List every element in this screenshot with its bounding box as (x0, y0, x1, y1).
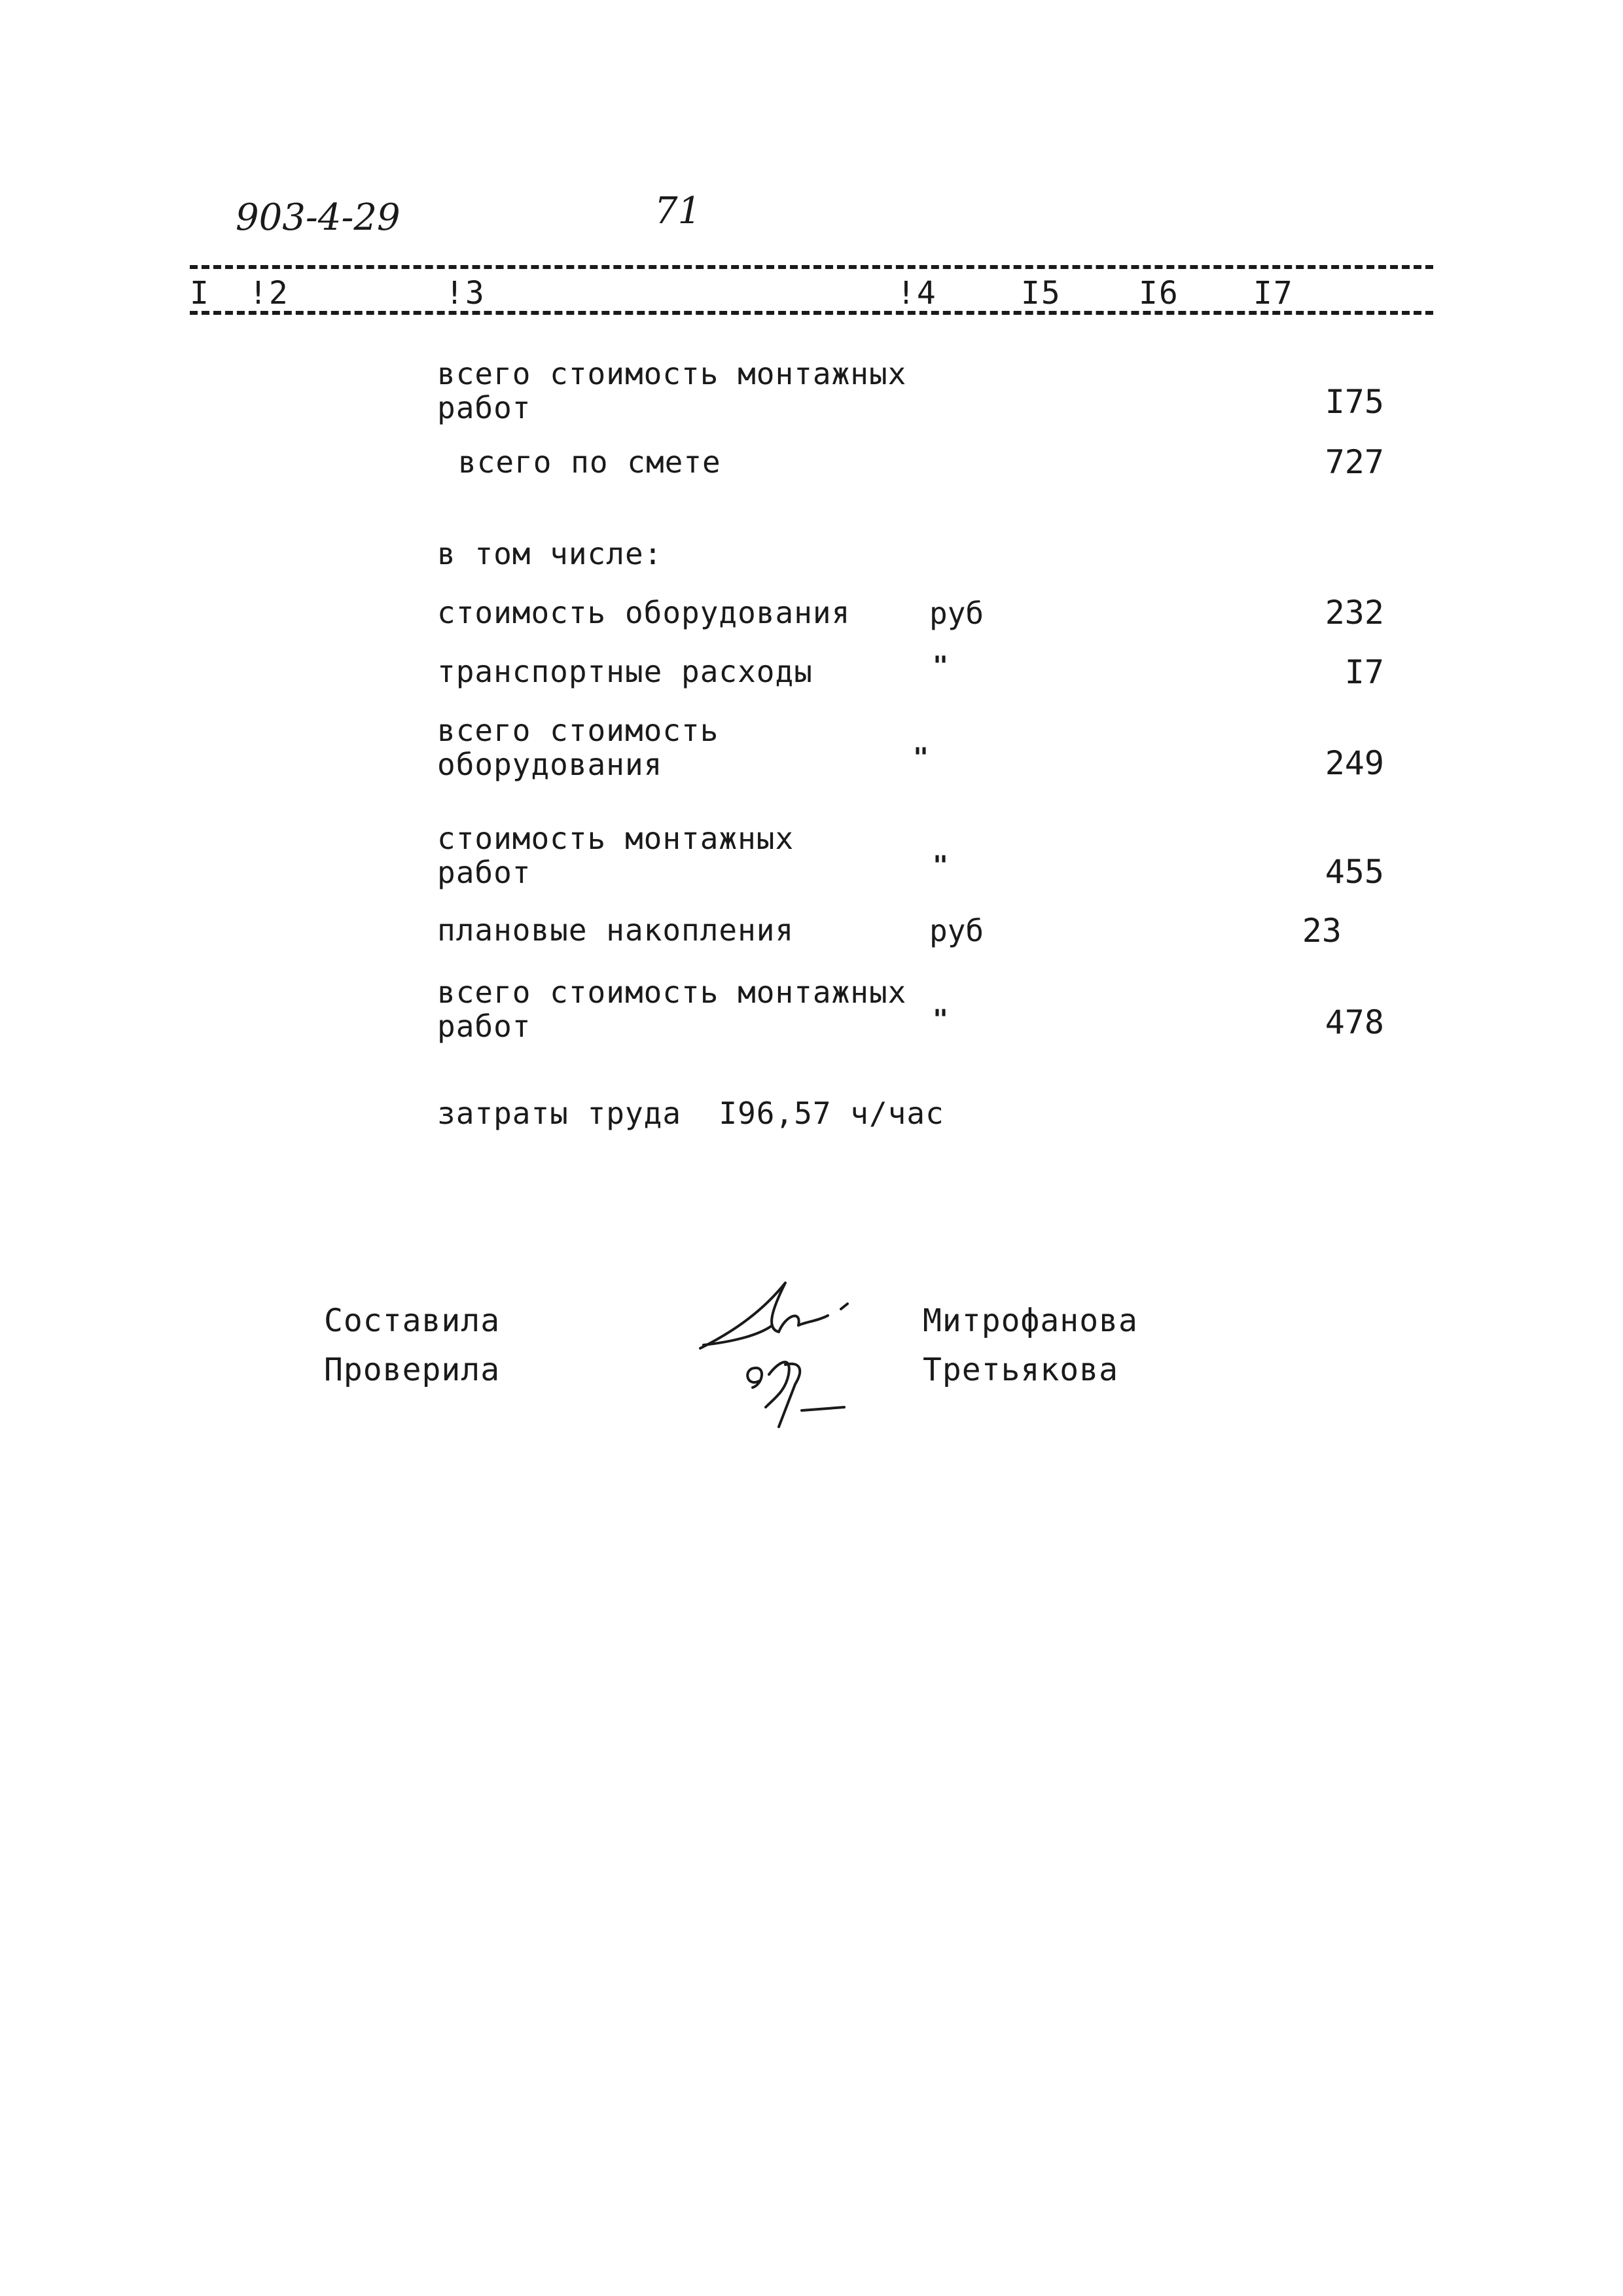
row-label (458, 445, 721, 479)
row-label-line: оборудования (437, 747, 663, 782)
row-unit-ditto: " (913, 743, 929, 773)
row-label (437, 913, 794, 947)
row-label-line: работ (437, 1009, 531, 1044)
row-label-line: всего стоимость (437, 713, 719, 748)
row-label (437, 596, 850, 630)
compiled-by-label: Составила (324, 1302, 501, 1339)
column-header-4: !4 (897, 275, 937, 312)
header-top-rule (190, 265, 1433, 269)
row-value: 455 (1325, 853, 1384, 891)
labor-value: I96,57 (719, 1096, 832, 1131)
row-label (437, 537, 662, 571)
row-unit: руб (929, 913, 984, 948)
page-number: 71 (654, 190, 702, 232)
row-label-line: работ (437, 855, 531, 890)
column-header-2: !2 (249, 275, 289, 312)
row-value: 232 (1325, 594, 1384, 632)
row-value: I75 (1325, 383, 1384, 421)
row-label (437, 655, 813, 689)
row-value: I7 (1344, 653, 1384, 691)
row-label-line: стоимость монтажных (437, 821, 794, 856)
labor-cost-line (437, 1096, 944, 1130)
row-label-line: всего стоимость монтажных (437, 356, 907, 391)
row-unit-ditto: " (933, 651, 949, 681)
handwritten-signature (687, 1270, 883, 1440)
document-number: 903-4-29 (236, 196, 401, 239)
column-header-1: I (190, 275, 210, 312)
row-label (437, 357, 906, 425)
checked-by-label: Проверила (324, 1352, 501, 1388)
row-label (437, 821, 794, 889)
row-label-line: всего по смете (458, 444, 721, 480)
labor-label: затраты труда (437, 1096, 682, 1131)
row-label-line: в том числе: (437, 536, 663, 571)
column-header-5: I5 (1021, 275, 1061, 312)
row-unit-ditto: " (933, 851, 949, 881)
row-unit: руб (929, 596, 984, 631)
row-label-line: стоимость оборудования (437, 595, 851, 630)
row-label-line: плановые накопления (437, 912, 794, 948)
row-value: 23 (1302, 912, 1342, 950)
row-label-line: работ (437, 390, 531, 425)
header-bottom-rule (190, 311, 1433, 315)
row-value: 249 (1325, 744, 1384, 782)
column-header-6: I6 (1139, 275, 1179, 312)
row-value: 478 (1325, 1003, 1384, 1041)
row-label-line: всего стоимость монтажных (437, 975, 907, 1010)
row-label (437, 975, 906, 1043)
row-value: 727 (1325, 443, 1384, 481)
row-label-line: транспортные расходы (437, 654, 813, 689)
labor-unit: ч/час (850, 1096, 944, 1131)
row-unit-ditto: " (933, 1005, 949, 1035)
checked-by-name: Третьякова (923, 1352, 1118, 1388)
row-label (437, 713, 719, 781)
compiled-by-name: Митрофанова (923, 1302, 1138, 1339)
column-header-3: !3 (445, 275, 486, 312)
column-header-7: I7 (1253, 275, 1294, 312)
